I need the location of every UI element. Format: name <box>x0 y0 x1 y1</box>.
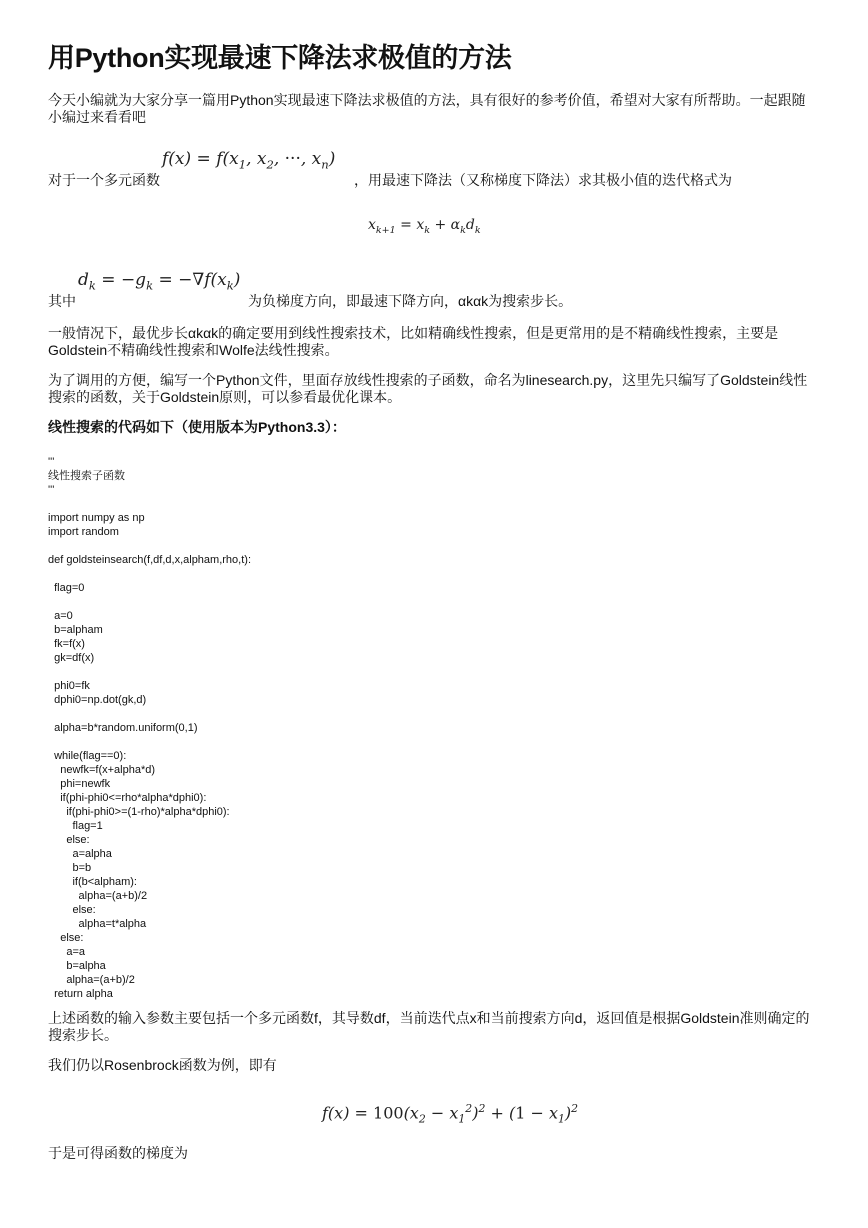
text-after-formula: ，用最速下降法（又称梯度下降法）求其极小值的迭代格式为 <box>354 172 732 188</box>
formula-multivariate-function: $f(x) = f(x_1$, $x_2$, ···, $x_n$) <box>162 149 336 172</box>
code-heading: 线性搜索的代码如下（使用版本为Python3.3）： <box>48 419 346 435</box>
formula-iteration: $x_{k+1} = x_k + \alpha_kd_k$ <box>368 217 481 236</box>
paragraph-negative-gradient <box>48 270 812 313</box>
paragraph-line-search: 一般情况下，最优步长αkαk的确定要用到线性搜索技术，比如精确线性搜索，但是更常用的是不精确线性搜索，主要是Goldstein不精确线性搜索和Wolfe法线性搜索。 <box>48 325 779 358</box>
paragraph-linesearch-file: 为了调用的方便，编写一个Python文件，里面存放线性搜索的子函数，命名为linesearch.py，这里先只编写了Goldstein线性搜索的函数，关于Goldstein原则，可以参看最优化课本。 <box>48 372 808 405</box>
page-title: 用Python实现最速下降法求极值的方法 <box>48 43 512 73</box>
text-after-dk: 为负梯度方向，即最速下降方向，αkαk为搜索步长。 <box>248 293 573 309</box>
formula-rosenbrock: $f(x) = 100(x_2 - x_1^2)^2 + (1 - x_1)^2$ <box>322 1102 579 1126</box>
paragraph-multivariate <box>48 149 812 192</box>
text-before-formula: 对于一个多元函数 <box>48 172 160 188</box>
paragraph-function-params: 上述函数的输入参数主要包括一个多元函数f，其导数df，当前迭代点x和当前搜索方向d，返回值是根据Goldstein准则确定的搜索步长。 <box>48 1010 810 1043</box>
paragraph-gradient: 于是可得函数的梯度为 <box>48 1145 188 1161</box>
code-block: ''' 线性搜索子函数 ''' import numpy as np import random def goldsteinsearch(f,df,d,x,alpham,rho,t): flag=0 a=0 b=alpham fk=f(x) gk=df(x) phi0=fk dphi0=np.dot(gk,d) alpha=b*random.uniform(0,1) while(flag==0): newfk=f(x+alpha*d) phi=newfk if(phi-phi0<=rho*alpha*dphi0): if(phi-phi0>=(1-rho)*alpha*dphi0): flag=1 else: a=alpha b=b if(b<alpham): alpha=(a+b)/2 else: alpha=t*alpha else: a=a b=alpha alpha=(a+b)/2 return alpha <box>48 456 251 1000</box>
paragraph-rosenbrock: 我们仍以Rosenbrock函数为例，即有 <box>48 1057 277 1073</box>
intro-paragraph: 今天小编就为大家分享一篇用Python实现最速下降法求极值的方法，具有很好的参考价值，希望对大家有所帮助。一起跟随小编过来看看吧 <box>48 92 806 125</box>
text-before-dk: 其中 <box>48 293 76 309</box>
formula-search-direction: $d_k = -g_k = -\nabla f(x_k)$ <box>78 270 241 293</box>
